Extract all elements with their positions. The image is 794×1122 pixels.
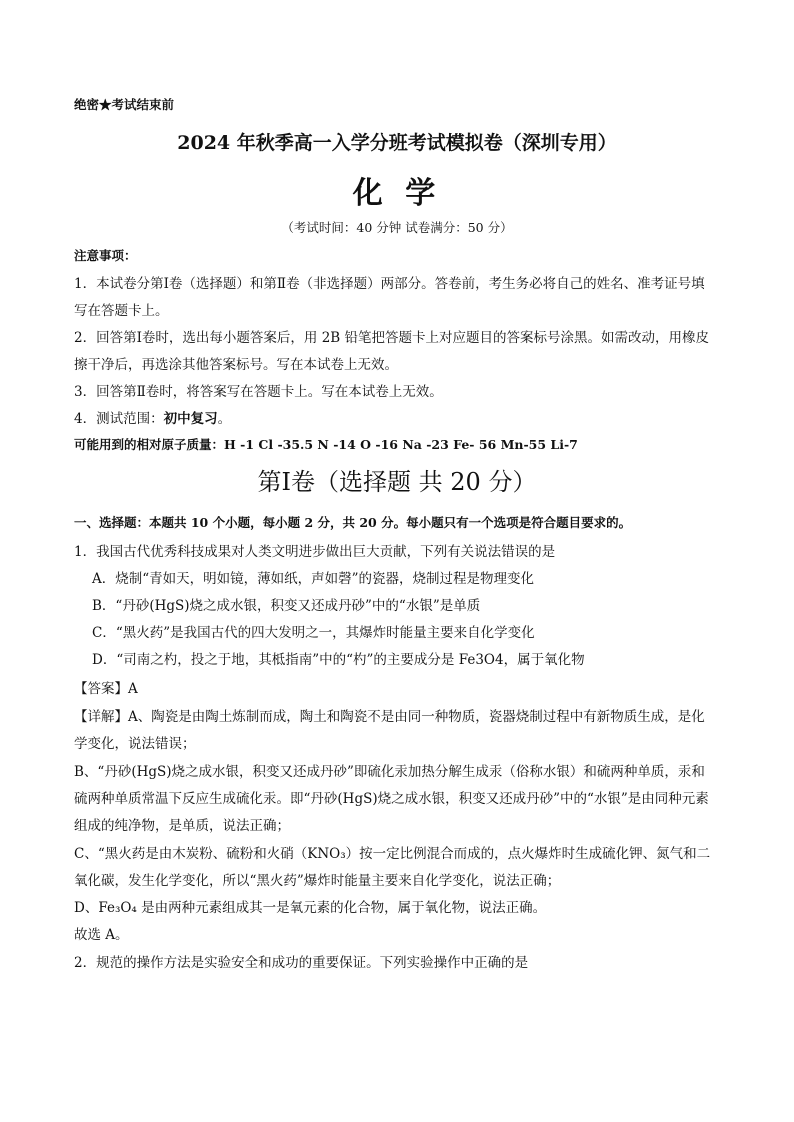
q1-option-b: B．“丹砂(HgS)烧之成水银，积变又还成丹砂”中的“水银”是单质 (92, 598, 481, 614)
q1-explanation-line-4: 硫两种单质常温下反应生成硫化汞。即“丹砂(HgS)烧之成水银，积变又还成丹砂”中的“水银”是由同种元素 (74, 791, 709, 807)
note-item-4 (74, 407, 231, 427)
note-item-3: 3．回答第Ⅱ卷时，将答案写在答题卡上。写在本试卷上无效。 (74, 384, 443, 400)
exam-info: （考试时间：40 分钟 试卷满分：50 分） (281, 220, 513, 235)
atomic-mass-line: 可能用到的相对原子质量：H -1 Cl -35.5 N -14 O -16 Na -23 Fe- 56 Mn-55 Li-7 (74, 437, 578, 452)
q1-option-c: C．“黑火药”是我国古代的四大发明之一，其爆炸时能量主要来自化学变化 (92, 625, 535, 641)
subject-title: 化 学 (352, 176, 442, 211)
q2-stem: 2．规范的操作方法是实验安全和成功的重要保证。下列实验操作中正确的是 (74, 955, 529, 971)
secret-mark: 绝密★考试结束前 (74, 97, 175, 112)
section-1-title: 第Ⅰ卷（选择题 共 20 分） (257, 468, 537, 496)
q1-explanation-line-5: 组成的纯净物，是单质，说法正确； (74, 818, 290, 834)
note-item-2-line-1: 2．回答第Ⅰ卷时，选出每小题答案后，用 2B 铅笔把答题卡上对应题目的答案标号涂黑。如需改动，用橡皮 (74, 330, 710, 346)
q1-explanation-line-6: C、“黑火药是由木炭粉、硫粉和火硝（KNO₃）按一定比例混合而成的，点火爆炸时生成硫化钾、氮气和二 (74, 846, 711, 862)
q1-explanation-line-3: B、“丹砂(HgS)烧之成水银，积变又还成丹砂”即硫化汞加热分解生成汞（俗称水银）和硫两种单质，汞和 (74, 764, 705, 780)
note-item-1-line-1: 1．本试卷分第Ⅰ卷（选择题）和第Ⅱ卷（非选择题）两部分。答卷前，考生务必将自己的姓名、准考证号填 (74, 276, 705, 292)
q1-explanation-line-8: D、Fe₃O₄ 是由两种元素组成其一是氧元素的化合物，属于氧化物，说法正确。 (74, 900, 547, 916)
section-1-instruction: 一、选择题：本题共 10 个小题，每小题 2 分，共 20 分。每小题只有一个选项是符合题目要求的。 (74, 515, 632, 530)
q1-explanation-line-7: 氧化碳，发生化学变化，所以“黑火药”爆炸时能量主要来自化学变化，说法正确； (74, 873, 561, 889)
q1-stem: 1．我国古代优秀科技成果对人类文明进步做出巨大贡献，下列有关说法错误的是 (74, 544, 556, 560)
q1-explanation-line-1: 【详解】A、陶瓷是由陶土炼制而成，陶土和陶瓷不是由同一种物质，瓷器烧制过程中有新物质生成，是化 (74, 709, 705, 725)
notes-heading: 注意事项： (74, 248, 137, 263)
note-item-4-suffix: 。 (217, 411, 232, 427)
note-item-2-line-2: 擦干净后，再选涂其他答案标号。写在本试卷上无效。 (74, 357, 398, 373)
q1-explanation-line-2: 学变化，说法错误； (74, 736, 196, 752)
exam-title: 2024 年秋季高一入学分班考试模拟卷（深圳专用） (177, 132, 617, 154)
q1-conclusion: 故选 A。 (74, 927, 129, 943)
q1-answer: 【答案】A (74, 681, 138, 697)
note-item-4-prefix: 4．测试范围： (74, 411, 164, 427)
note-item-1-line-2: 写在答题卡上。 (74, 303, 169, 319)
note-item-4-scope: 初中复习 (163, 411, 218, 427)
q1-option-a: A．烧制“青如天，明如镜，薄如纸，声如磬”的瓷器，烧制过程是物理变化 (92, 571, 535, 587)
q1-option-d: D．“司南之杓，投之于地，其柢指南”中的“杓”的主要成分是 Fe3O4，属于氧化物 (92, 652, 585, 668)
